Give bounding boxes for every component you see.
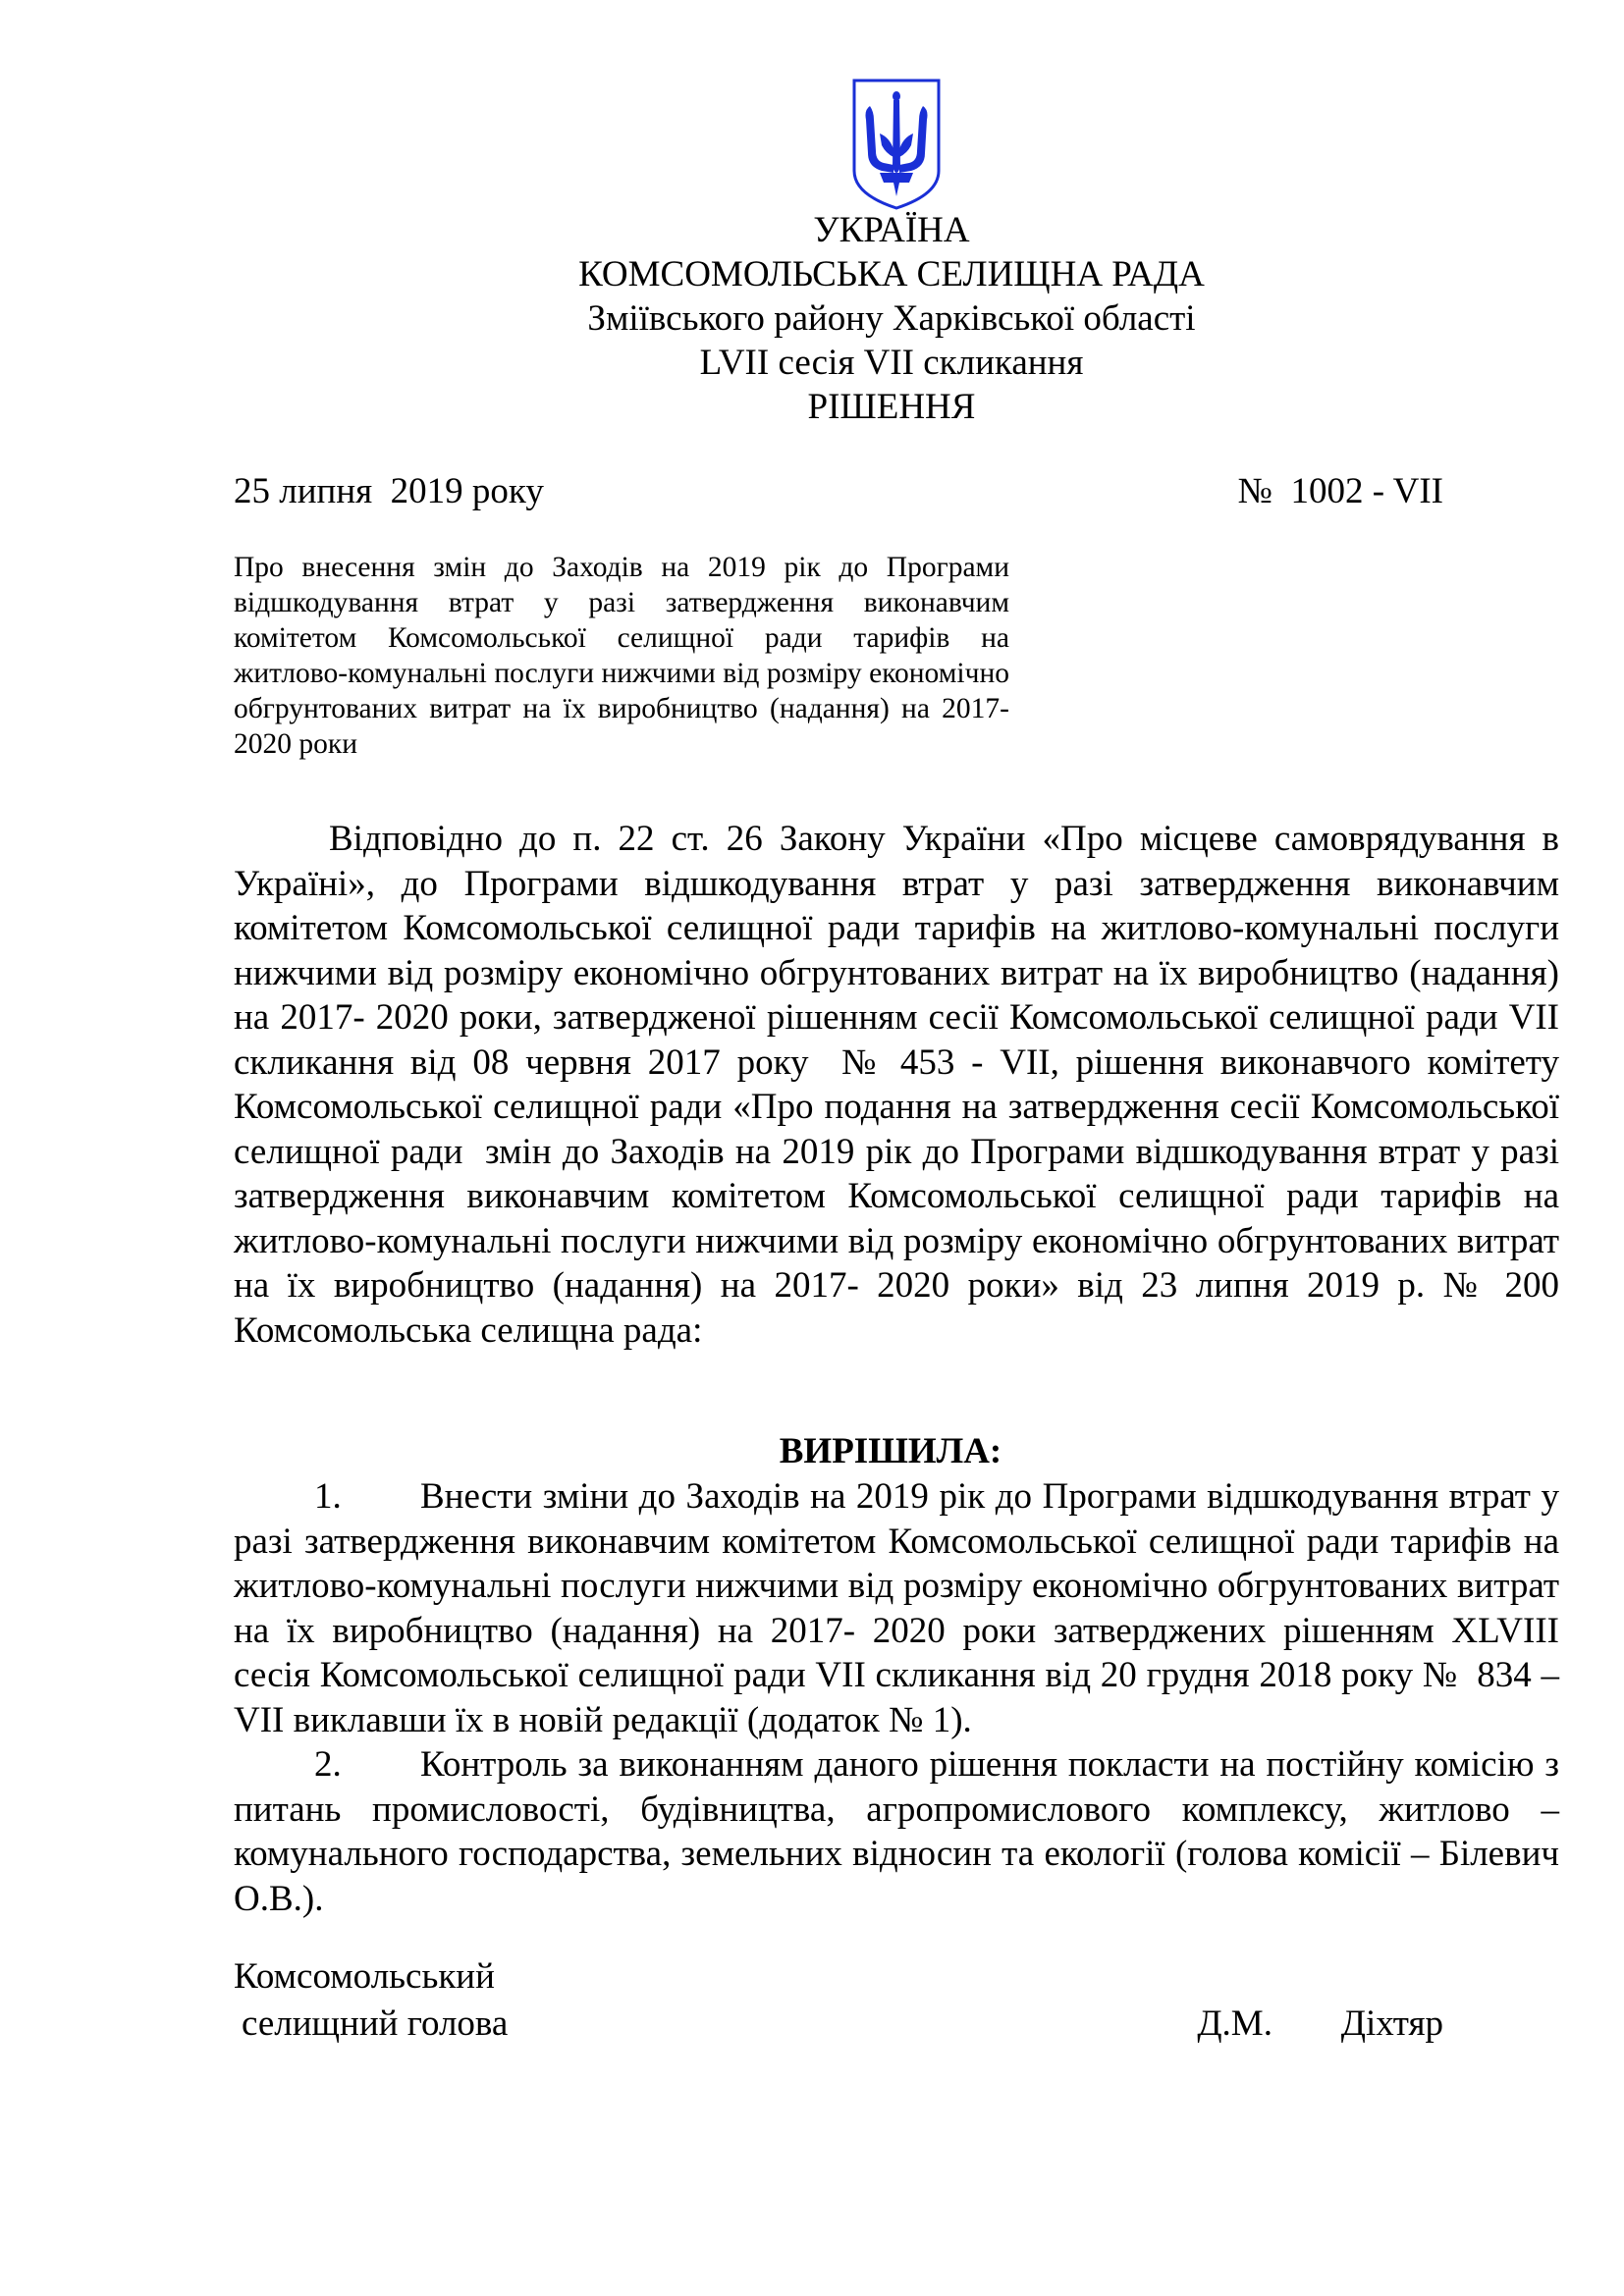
decision-date: 25 липня 2019 року — [234, 471, 544, 511]
preamble-paragraph: Відповідно до п. 22 ст. 26 Закону України «Про місцеве самоврядування в Україні», до Програми відшкодування втрат у разі затвердження виконавчим комітетом Комсомольської селищної ради тарифів на житлово-комунальні послуги нижчими від розміру економічно обгрунтованих витрат на їх виробництво (надання) на 2017- 2020 роки, затвердженої рішенням сесії Комсомольської селищної ради VII скликання від 08 червня 2017 року № 453 - VII, рішення виконавчого комітету Комсомольської селищної ради «Про подання на затвердження сесії Комсомольської селищної ради змін до Заходів на 2019 рік до Програми відшкодування втрат у разі затвердження виконавчим комітетом Комсомольської селищної ради тарифів на житлово-комунальні послуги нижчими від розміру економічно обгрунтованих витрат на їх виробництво (надання) на 2017- 2020 роки» від 23 липня 2019 р. № 200 Комсомольська селищна рада: — [234, 819, 1569, 1351]
signature-block — [234, 1953, 1443, 2048]
district-name: Зміївського району Харківської області — [587, 298, 1196, 339]
country-name: УКРАЇНА — [813, 210, 970, 250]
date-number-line — [234, 469, 1443, 513]
document-header — [0, 208, 1624, 429]
resolution-item-2 — [234, 1742, 1559, 1921]
trident-coat-of-arms-icon — [850, 77, 943, 212]
session-info: LVII сесія VII скликання — [699, 343, 1084, 383]
signatory-title-line2: селищний голова — [242, 2003, 509, 2044]
signatory-title-line1: Комсомольський — [234, 1956, 495, 1997]
item-number: 2. — [314, 1744, 342, 1785]
item-text: Внести зміни до Заходів на 2019 рік до Програми відшкодування втрат у разі затвердження виконавчим комітетом Комсомольської селищної ради тарифів на житлово-комунальні послуги нижчими від розміру економічно обгрунтованих витрат на їх виробництво (надання) на 2017- 2020 роки затверджених рішенням XLVIII сесія Комсомольської селищної ради VII скликання від 20 грудня 2018 року № 834 – VII виклавши їх в новій редакції (додаток № 1). — [234, 1476, 1569, 1740]
item-text: Контроль за виконанням даного рішення покласти на постійну комісію з питань промисловості, будівництва, агропромислового комплексу, житлово – комунального господарства, земельних відносин та екології (голова комісії – Білевич О.В.). — [234, 1744, 1559, 1919]
resolve-heading-text: ВИРІШИЛА: — [779, 1431, 1002, 1471]
resolution-items — [234, 1474, 1569, 1921]
resolve-heading — [0, 1429, 1624, 1473]
decision-number: № 1002 - VII — [1237, 471, 1443, 511]
resolution-item-1 — [234, 1474, 1569, 1742]
decision-subject: Про внесення змін до Заходів на 2019 рік до Програми відшкодування втрат у разі затвердження виконавчим комітетом Комсомольської селищної ради тарифів на житлово-комунальні послуги нижчими від розміру економічно обгрунтованих витрат на їх виробництво (надання) на 2017- 2020 роки — [234, 552, 1009, 760]
document-type: РІШЕННЯ — [807, 387, 976, 427]
council-name: КОМСОМОЛЬСЬКА СЕЛИЩНА РАДА — [578, 254, 1205, 294]
signatory-name: Д.М. Діхтяр — [1197, 2003, 1443, 2044]
item-number: 1. — [314, 1476, 342, 1517]
